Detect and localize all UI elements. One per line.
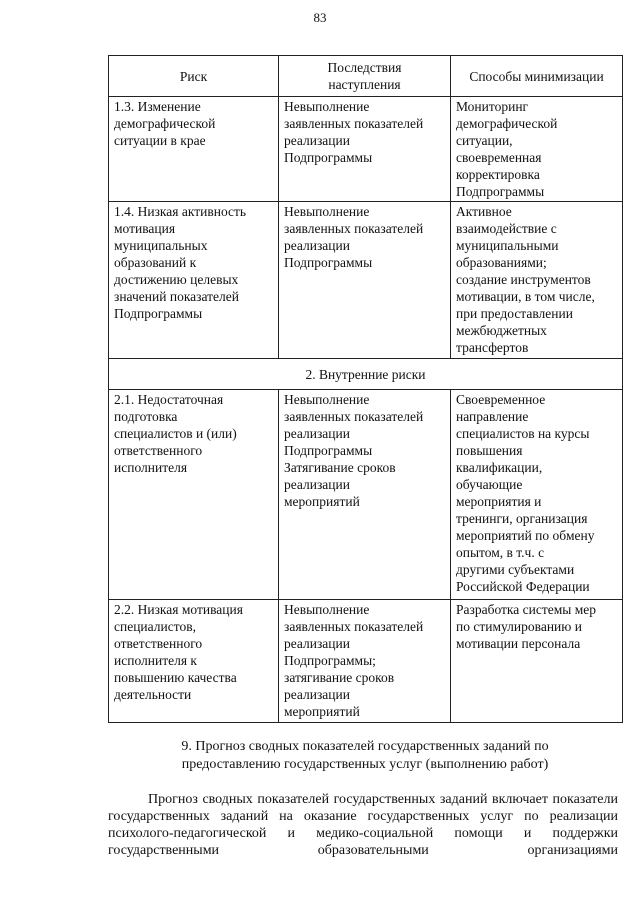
risk-cell: 2.1. Недостаточная подготовка специалистов и (или) ответственного исполнителя [109,390,279,600]
header-mitigation: Способы минимизации [451,56,623,97]
heading-line-1: 9. Прогноз сводных показателей государственных заданий по [181,739,549,754]
risk-cell: 1.4. Низкая активность мотивация муниципальных образований к достижению целевых значений показателей Подпрограммы [109,202,279,359]
mitigation-cell: Своевременное направление специалистов на курсы повышения квалификации, обучающие мероприятия и тренинги, организация мероприятий по обмену опытом, в т.ч. с другими субъектами Российской Федерации [451,390,623,600]
section-heading [108,738,622,774]
mitigation-cell: Мониторинг демографической ситуации, своевременная корректировка Подпрограммы [451,97,623,202]
consequences-cell: Невыполнение заявленных показателей реализации Подпрограммы; затягивание сроков реализации мероприятий [279,600,451,723]
table-row [109,390,623,600]
consequences-cell: Невыполнение заявленных показателей реализации Подпрограммы [279,97,451,202]
consequences-cell: Невыполнение заявленных показателей реализации Подпрограммы Затягивание сроков реализации мероприятий [279,390,451,600]
page-number: 83 [313,10,327,25]
table-row [109,600,623,723]
table-row [109,97,623,202]
section-row [109,359,623,390]
risk-cell: 2.2. Низкая мотивация специалистов, ответственного исполнителя к повышению качества деятельности [109,600,279,723]
header-risk: Риск [109,56,279,97]
mitigation-cell: Разработка системы мер по стимулированию и мотивации персонала [451,600,623,723]
section-title: 2. Внутренние риски [109,359,623,390]
risk-table [108,55,623,723]
body-paragraph: Прогноз сводных показателей государственных заданий включает показатели государственных заданий на оказание государственных услуг по реализации психолого-педагогической и медико-социальной помощи и поддержки государственными образовательными организациями [108,792,618,858]
table-row [109,202,623,359]
consequences-cell: Невыполнение заявленных показателей реализации Подпрограммы [279,202,451,359]
table-header-row [109,56,623,97]
header-consequences: Последствия наступления [279,56,451,97]
mitigation-cell: Активное взаимодействие с муниципальными образованиями; создание инструментов мотивации, в том числе, при предоставлении межбюджетных трансфертов [451,202,623,359]
risk-cell: 1.3. Изменение демографической ситуации в крае [109,97,279,202]
heading-line-2: предоставлению государственных услуг (выполнению работ) [181,757,549,772]
